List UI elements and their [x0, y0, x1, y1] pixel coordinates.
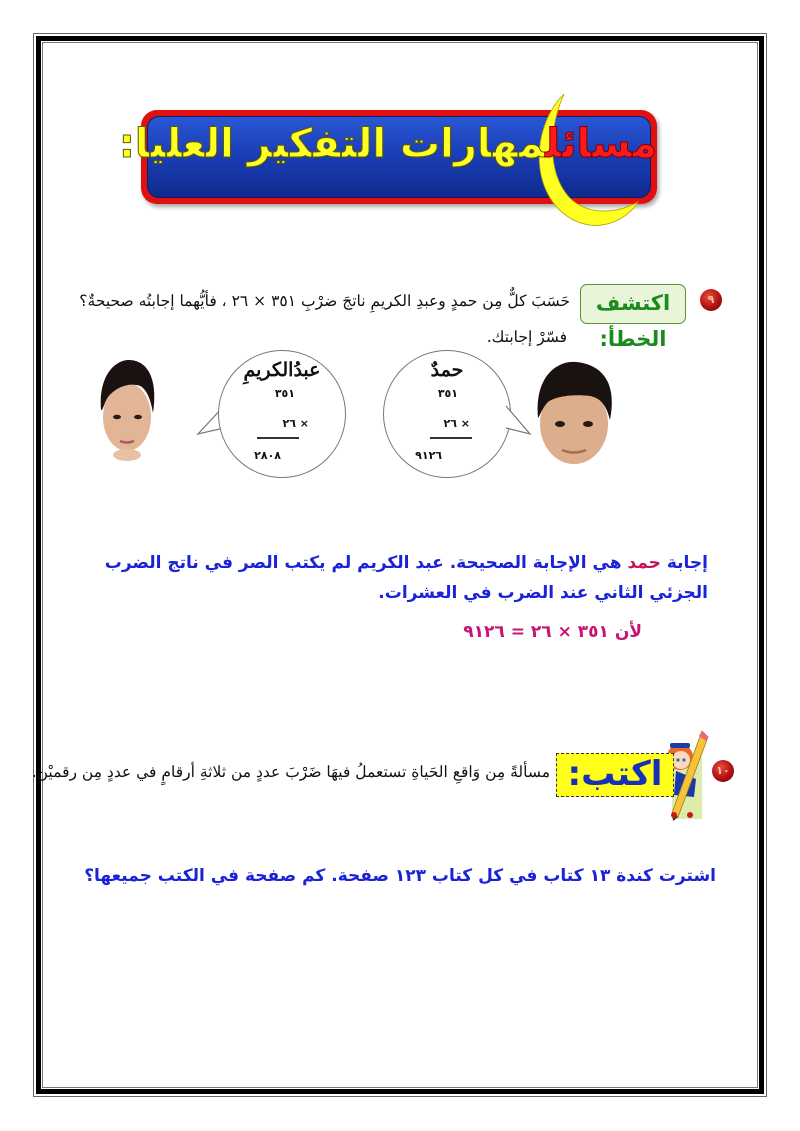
face-abdulkarim-image [96, 355, 158, 475]
answer-equation: لأن ٣٥١ × ٢٦ = ٩١٢٦ [463, 622, 642, 642]
question10-text: مسألةً مِن وَاقعِ الحَياةِ تستعملُ فيهَا ضَرْبَ عددٍ من ثلاثةِ أرقامٍ في عددٍ مِن رقميْن. [31, 763, 550, 781]
face-hamad-image [530, 358, 618, 478]
bubble-result: ٩١٢٦ [415, 449, 442, 462]
question-number-badge: ٩ [700, 289, 722, 311]
bubble-multiplier: × ٢٦ [443, 417, 470, 430]
answer-line1-rest: هي الإجابة الصحيحة. عبد الكريم لم يكتب الصر في ناتج الضرب [104, 553, 622, 573]
answer-prefix: إجابة [666, 553, 708, 573]
bubble-name: عبدُالكريمِ [243, 359, 321, 381]
find-error-label: اكتشف الخطأ: [580, 284, 686, 324]
speech-bubble-abdulkarim [218, 350, 346, 478]
question-number-badge: ١٠ [712, 760, 734, 782]
title-words-yellow: مهارات التفكير العليا: [118, 121, 546, 167]
question9-line2: فسّرْ إجابتك. [486, 328, 567, 346]
page-title [118, 121, 657, 167]
bubble-tail-hamad [504, 404, 532, 436]
bubble-result: ٢٨٠٨ [254, 449, 281, 462]
word-problem-answer: اشترت كندة ١٣ كتاب في كل كتاب ١٢٣ صفحة. كم صفحة في الكتب جميعها؟ [84, 866, 716, 886]
speech-bubble-hamad [383, 350, 511, 478]
bubble-top-number: ٣٥١ [274, 387, 295, 400]
question9-line1: حَسَبَ كلٌّ مِن حمدٍ وعبدِ الكريمِ ناتجَ ضرْبِ ٣٥١ × ٢٦ ، فأيُّهما إجابتُه صحيحةٌ؟ [79, 292, 570, 310]
write-label: اكتب: [556, 753, 674, 797]
title-word-red: مسائل [545, 121, 657, 167]
answer-line1 [100, 548, 708, 578]
bubble-top-number: ٣٥١ [437, 387, 458, 400]
bubble-sum-line [257, 437, 299, 439]
bubble-name: حمدٌ [430, 359, 464, 381]
answer-highlight-name: حمد [627, 553, 661, 573]
bubble-multiplier: × ٢٦ [282, 417, 309, 430]
answer-line2: الجزئي الثاني عند الضرب في العشرات. [378, 583, 708, 603]
bubble-sum-line [430, 437, 472, 439]
